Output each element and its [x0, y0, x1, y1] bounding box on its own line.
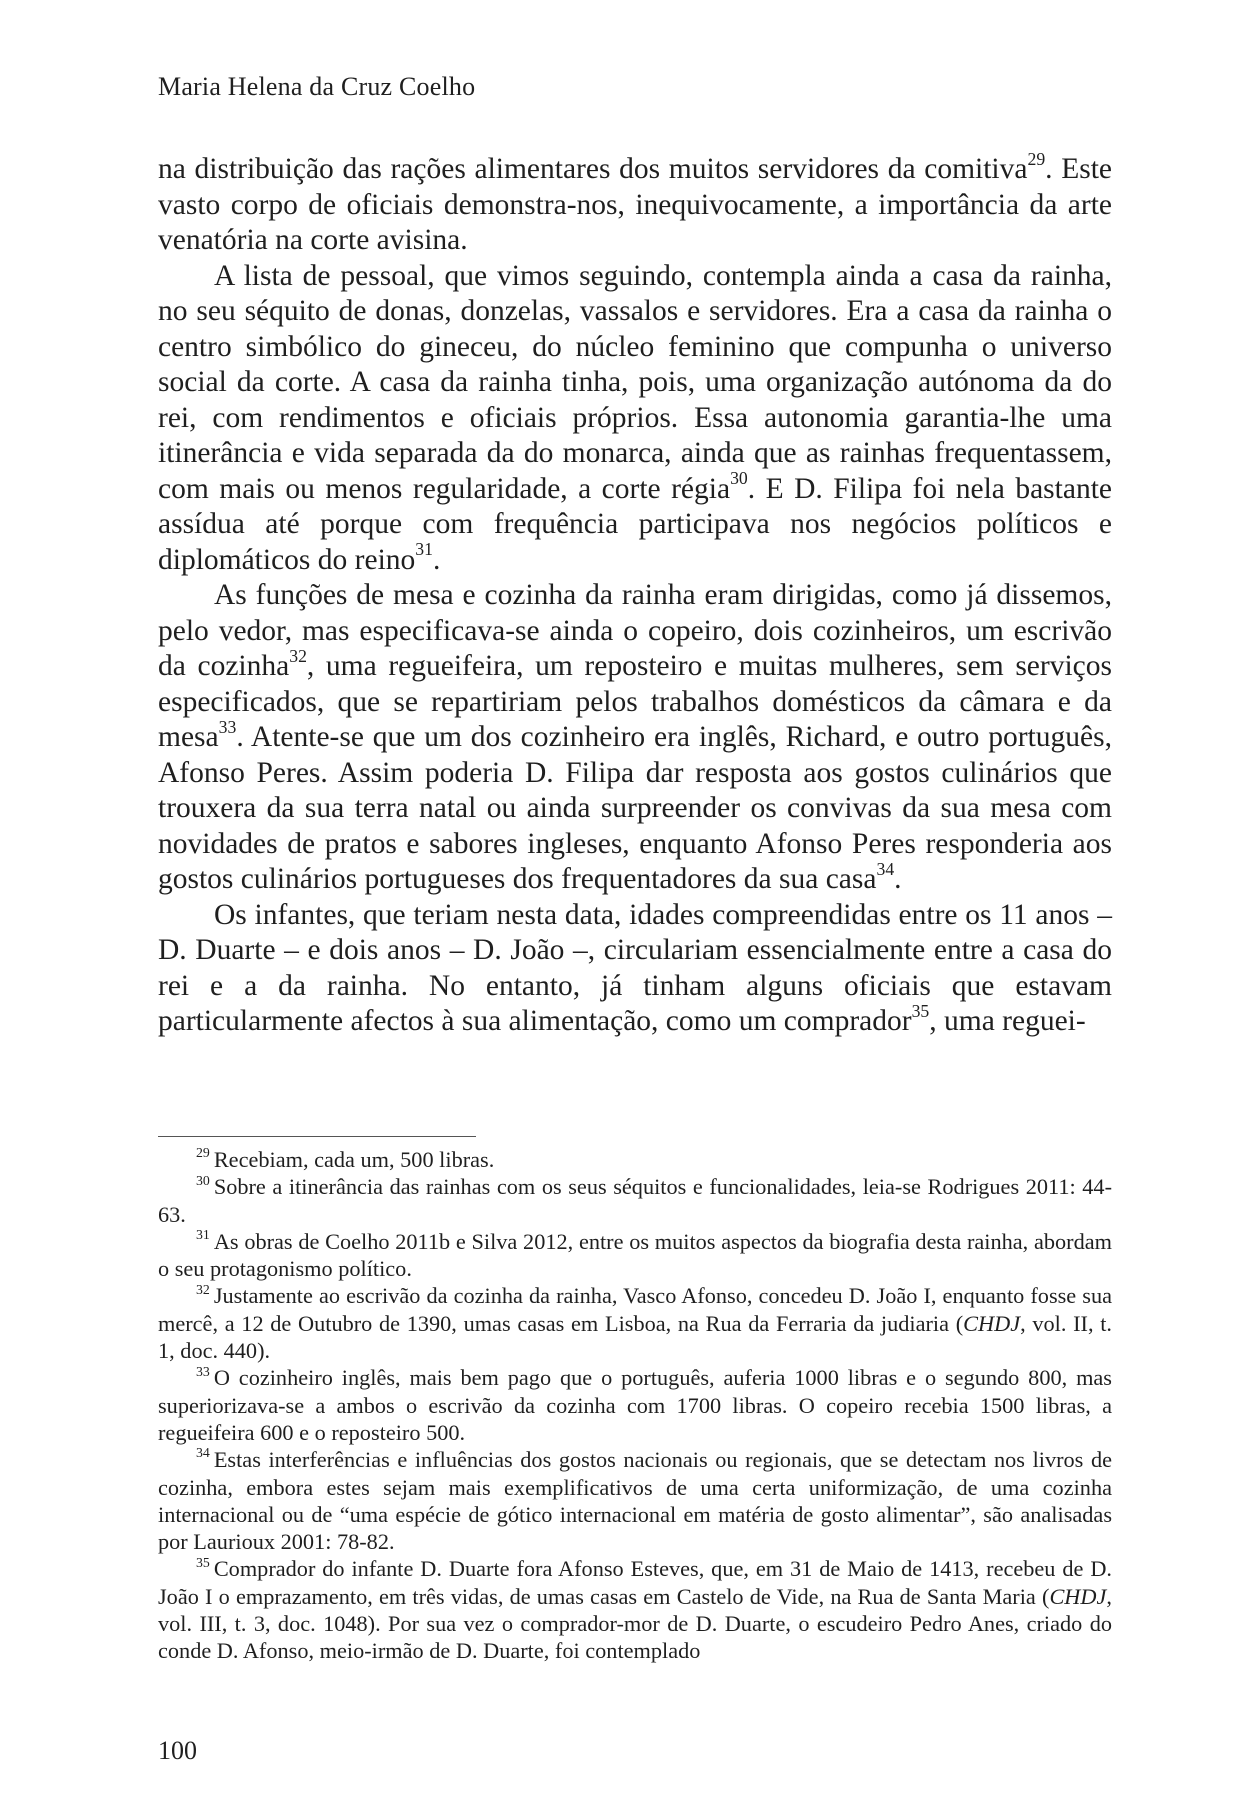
running-head: Maria Helena da Cruz Coelho [158, 72, 476, 101]
footnote-number: 30 [196, 1172, 210, 1188]
main-text [158, 148, 1113, 1040]
footnote-ref[interactable]: 31 [415, 539, 433, 560]
footnote-text: , vol. III, t. 3, doc. 1048). Por sua vez o comprador-mor de D. Duarte, o escudeiro Pedro Anes, criado do conde D. Afonso, meio-irmão de D. Duarte, foi contemplado [158, 1583, 1112, 1664]
footnote-number: 31 [196, 1227, 210, 1243]
footnote-number: 35 [196, 1554, 210, 1570]
footnotes [158, 1146, 1112, 1665]
footnote-ref[interactable]: 34 [876, 858, 895, 879]
text-run: , uma reguei- [929, 1005, 1086, 1037]
page-number: 100 [158, 1736, 197, 1765]
footnote-ref[interactable]: 35 [911, 1000, 930, 1021]
footnote-text: Justamente ao escrivão da cozinha da rainha, Vasco Afonso, concedeu D. João I, enquanto fosse sua mercê, a 12 de Outubro de 1390, umas casas em Lisboa, na Rua da Ferraria da judiaria ( [158, 1283, 1112, 1336]
footnote-text: O cozinheiro inglês, mais bem pago que o português, auferia 1000 libras e o segundo 800, mas superiorizava-se a ambos o escrivão da cozinha com 1700 libras. O copeiro recebia 1500 libras, a regueifeira 600 e o reposteiro 500. [158, 1365, 1112, 1445]
footnote [158, 1446, 1112, 1555]
footnote-ref[interactable]: 29 [1027, 148, 1046, 169]
footnote-number: 29 [196, 1145, 210, 1161]
text-run: As funções de mesa e cozinha da rainha eram dirigidas, como já dissemos, pelo vedor, mas especificava-se ainda o copeiro, dois cozinheiros, um escrivão da cozinha [158, 579, 1112, 682]
footnote-text: As obras de Coelho 2011b e Silva 2012, entre os muitos aspectos da biografia desta rainha, abordam o seu protagonismo político. [158, 1228, 1112, 1282]
text-run: na distribuição das rações alimentares dos muitos servidores da comitiva [158, 153, 1028, 185]
paragraph [158, 578, 1112, 898]
footnote [158, 1228, 1112, 1283]
footnote-text: Estas interferências e influências dos gostos nacionais ou regionais, que se detectam nos livros de cozinha, embora estes sejam mais exemplificativos de uma certa uniformização, de uma cozinha internacional ou de “uma espécie de gótico internacional em matéria de gosto alimentar”, são analisadas por Laurioux 2001: 78-82. [158, 1447, 1112, 1555]
text-run: Os infantes, que teriam nesta data, idades compreendidas entre os 11 anos – D. Duarte – e dois anos – D. João –, circulariam essencialmente entre a casa do rei e a da rainha. No entanto, já tinham alguns oficiais que estavam particularmente afectos à sua alimentação, como um comprador [158, 898, 1112, 1037]
footnote-ref[interactable]: 32 [289, 645, 307, 666]
text-run: . [894, 863, 902, 895]
text-run: . Atente-se que um dos cozinheiro era inglês, Richard, e outro português, Afonso Peres. Assim poderia D. Filipa dar resposta aos gostos culinários que trouxera da sua terra natal ou ainda surpreender os convivas da sua mesa com novidades de pratos e sabores ingleses, enquanto Afonso Peres responderia aos gostos culinários portugueses dos frequentadores da sua casa [158, 721, 1112, 895]
paragraph [158, 148, 1113, 259]
footnote [158, 1146, 1112, 1173]
footnote-ref[interactable]: 33 [218, 716, 237, 737]
footnote-number: 33 [196, 1363, 210, 1379]
footnote-text: Comprador do infante D. Duarte fora Afonso Esteves, que, em 31 de Maio de 1413, recebeu de D. João I o emprazamento, em três vidas, de umas casas em Castelo de Vide, na Rua de Santa Maria ( [158, 1556, 1112, 1609]
footnote-text: Sobre a itinerância das rainhas com os seus séquitos e funcionalidades, leia-se Rodrigues 2011: 44-63. [158, 1174, 1112, 1227]
text-run: . Este vasto corpo de oficiais demonstra-nos, inequivocamente, a importância da arte venatória na corte avisina. [158, 153, 1113, 256]
footnote-ref[interactable]: 30 [730, 468, 748, 489]
footnote [158, 1173, 1112, 1228]
text-run: . E D. Filipa foi nela bastante assídua até porque com frequência participava nos negócios políticos e diplomáticos do reino [158, 472, 1112, 576]
footnote-text: Recebiam, cada um, 500 libras. [213, 1147, 495, 1172]
footnote [158, 1282, 1112, 1364]
text-run: . [432, 543, 441, 576]
footnote [158, 1555, 1112, 1664]
text-run: A lista de pessoal, que vimos seguindo, contempla ainda a casa da rainha, no seu séquito de donas, donzelas, vassalos e servidores. Era a casa da rainha o centro simbólico do gineceu, do núcleo feminino que compunha o universo social da corte. A casa da rainha tinha, pois, uma organização autónoma da do rei, com rendimentos e oficiais próprios. Essa autonomia garantia-lhe uma itinerância e vida separada da do monarca, ainda que as rainhas frequentassem, com mais ou menos regularidade, a corte régia [158, 259, 1112, 505]
footnote-source-abbrev: CHDJ [1049, 1583, 1107, 1609]
footnote-number: 32 [196, 1281, 210, 1297]
footnote-text: , vol. II, t. 1, doc. 440). [158, 1310, 1112, 1364]
text-run: , uma regueifeira, um reposteiro e muitas mulheres, sem serviços especificados, que se repartiriam pelos trabalhos domésticos da câmara e da mesa [158, 650, 1112, 753]
footnote-number: 34 [196, 1445, 210, 1461]
footnote [158, 1364, 1112, 1446]
paragraph [158, 898, 1112, 1040]
footnote-source-abbrev: CHDJ [963, 1310, 1021, 1336]
paragraph [158, 259, 1112, 579]
footnote-separator [158, 1136, 476, 1137]
